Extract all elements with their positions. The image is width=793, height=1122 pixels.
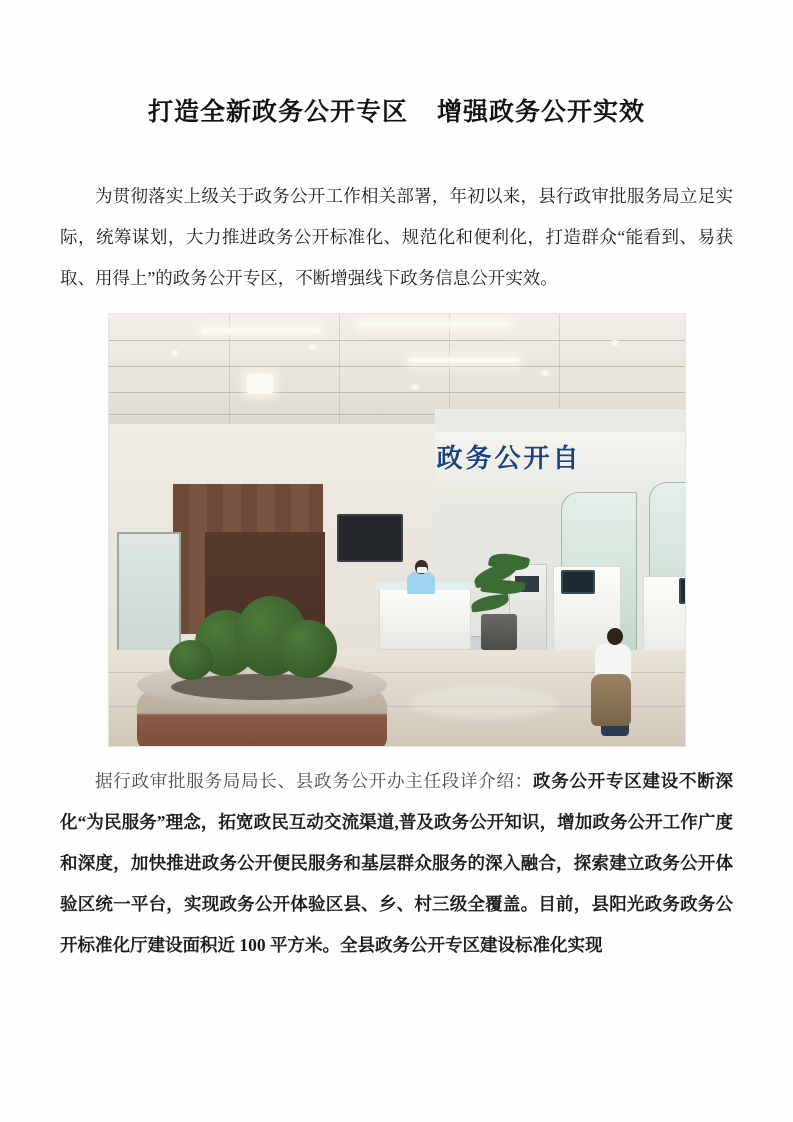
round-stool xyxy=(591,674,631,726)
paragraph-body-bold: 政务公开专区建设不断深化“为民服务”理念，拓宽政民互动交流渠道,普及政务公开知识，增加政务公开工作广度和深度，加快推进政务公开便民服务和基层群众服务的深入融合，探索建立政务公开体验区统一平台，实现政务公开体验区县、乡、村三级全覆盖。 xyxy=(60,771,733,914)
ceiling-projector xyxy=(247,374,273,394)
staff-person xyxy=(407,572,435,594)
ceiling-grid-line xyxy=(339,314,340,432)
paragraph-body xyxy=(60,761,733,966)
kiosk-monitor xyxy=(561,570,595,594)
visitor-head xyxy=(607,628,623,645)
kiosk-monitor xyxy=(679,578,686,604)
ceiling-line xyxy=(109,366,685,367)
ceiling-light xyxy=(201,328,321,333)
ceiling-light xyxy=(359,322,509,327)
shrub-plant xyxy=(279,620,337,678)
shrub-plant xyxy=(169,640,213,680)
downlight-icon xyxy=(169,350,181,356)
downlight-icon xyxy=(609,340,621,346)
glass-door xyxy=(117,532,181,666)
paragraph-body-tail: 目前，县阳光政务政务公开标准化厅建设面积近 100 平方米。全县政务公开专区建设标准化实现 xyxy=(60,894,734,955)
paragraph-intro: 为贯彻落实上级关于政务公开工作相关部署，年初以来，县行政审批服务局立足实际，统筹谋划，大力推进政务公开标准化、规范化和便利化，打造群众“能看到、易获取、用得上”的政务公开专区，不断增强线下政务信息公开实效。 xyxy=(60,186,733,288)
government-service-hall-photo xyxy=(108,313,686,747)
ceiling-line xyxy=(109,340,685,341)
downlight-icon xyxy=(539,370,551,376)
plant-pot xyxy=(481,614,517,650)
wall-sign-text: 政务公开自 xyxy=(436,443,582,473)
floor-reflection xyxy=(409,686,559,720)
ceiling-light xyxy=(409,358,519,362)
face-mask xyxy=(417,567,427,573)
paragraph-body-lead: 据行政审批服务局局长、县政务公开办主任段详介绍： xyxy=(95,771,533,791)
wall-tv xyxy=(337,514,403,562)
page-title: 打造全新政务公开专区 增强政务公开实效 xyxy=(147,99,645,126)
downlight-icon xyxy=(307,344,319,350)
downlight-icon xyxy=(409,384,421,390)
figure-block xyxy=(60,313,733,747)
reception-counter xyxy=(379,586,471,650)
ceiling-line xyxy=(109,392,685,393)
